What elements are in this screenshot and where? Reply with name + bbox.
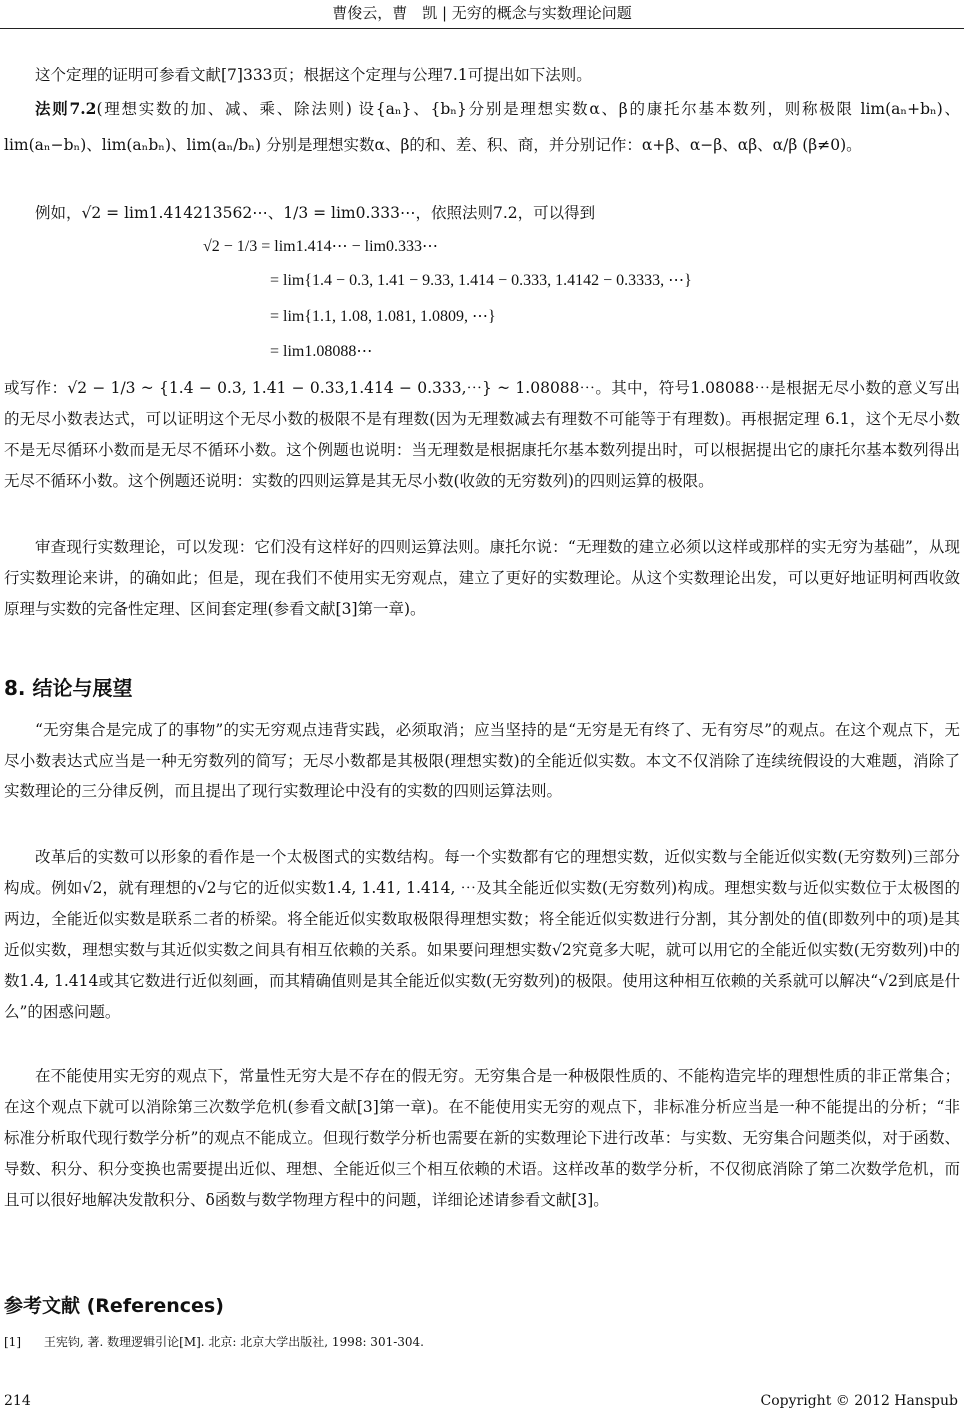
paragraph-4	[4, 373, 960, 497]
paragraph-8-text: 在不能使用实无穷的观点下，常量性无穷大是不存在的假无穷。无穷集合是一种极限性质的、不能构造完毕的理想性质的非正常集合；在这个观点下就可以消除第三次数学危机(参看文献[3]第一章)。在不能使用实无穷的观点下，非标准分析应当是一种不能提出的分析；“非标准分析取代现行数学分析”的观点不能成立。但现行数学分析也需要在新的实数理论下进行改革：与实数、无穷集合问题类似，对于函数、导数、积分、积分变换也需要提出近似、理想、全能近似三个相互依赖的术语。这样改革的数学分析，不仅彻底消除了第二次数学危机，而且可以很好地解决发散积分、δ函数与数学物理方程中的问题，详细论述请参看文献[3]。	[4, 1067, 960, 1209]
equation-line-2: = lim{1.4 − 0.3, 1.41 − 9.33, 1.414 − 0.333, 1.4142 − 0.3333, ⋯}	[270, 272, 692, 289]
copyright: Copyright © 2012 Hanspub	[760, 1393, 958, 1409]
paragraph-1	[4, 60, 960, 90]
paragraph-7-text: 改革后的实数可以形象的看作是一个太极图式的实数结构。每一个实数都有它的理想实数，近似实数与全能近似实数(无穷数列)三部分构成。例如√2，就有理想的√2与它的近似实数1.4, 1.41, 1.414, ⋯及其全能近似实数(无穷数列)构成。理想实数与近似实数位于太极图的两边，全能近似实数是联系二者的桥梁。将全能近似实数取极限得理想实数；将全能近似实数进行分割，其分割处的值(即数列中的项)是其近似实数，理想实数与其近似实数之间具有相互依赖的关系。如果要问理想实数√2究竟多大呢，就可以用它的全能近似实数(无穷数列)中的数1.4, 1.414或其它数进行近似刻画，而其精确值则是其全能近似实数(无穷数列)的极限。使用这种相互依赖的关系就可以解决“√2到底是什么”的困惑问题。	[4, 848, 960, 1021]
example-paragraph	[4, 198, 960, 228]
rule-text: (理想实数的加、减、乘、除法则) 设{aₙ}、{bₙ}分别是理想实数α、β的康托尔基本数列，则称极限 lim(aₙ+bₙ)、lim(aₙ−bₙ)、lim(aₙbₙ)、lim(aₙ/bₙ) 分别是理想实数α、β的和、差、积、商，并分别记作：α+β、α−β、αβ、α/β (β≠0)。	[4, 100, 961, 154]
section-8-heading: 8. 结论与展望	[4, 676, 133, 700]
paragraph-4-text: 或写作：√2 − 1/3 ~ {1.4 − 0.3, 1.41 − 0.33,1.414 − 0.333,⋯} ~ 1.08088⋯。其中，符号1.08088⋯是根据无尽小数的意义写出的无尽小数表达式，可以证明这个无尽小数的极限不是有理数(因为无理数减去有理数不可能等于有理数)。再根据定理 6.1，这个无尽小数不是无尽循环小数而是无尽不循环小数。这个例题也说明：当无理数是根据康托尔基本数列提出时，可以根据提出它的康托尔基本数列得出无尽不循环小数。这个例题还说明：实数的四则运算是其无尽小数(收敛的无穷数列)的四则运算的极限。	[4, 379, 960, 490]
references-heading: 参考文献 (References)	[4, 1295, 224, 1317]
rule-7-2	[4, 91, 960, 163]
paragraph-5-text: 审查现行实数理论，可以发现：它们没有这样好的四则运算法则。康托尔说：“无理数的建立必须以这样或那样的实无穷为基础”，从现行实数理论来讲，的确如此；但是，现在我们不使用实无穷观点，建立了更好的实数理论。从这个实数理论出发，可以更好地证明柯西收敛原理与实数的完备性定理、区间套定理(参看文献[3]第一章)。	[4, 538, 960, 618]
example-text: 例如，√2 = lim1.414213562⋯、1/3 = lim0.333⋯，依照法则7.2，可以得到	[35, 204, 596, 222]
equation-line-4: = lim1.08088⋯	[270, 343, 373, 360]
paragraph-5	[4, 532, 960, 625]
paragraph-1-text: 这个定理的证明可参看文献[7]333页；根据这个定理与公理7.1可提出如下法则。	[35, 66, 592, 84]
equation-line-3: = lim{1.1, 1.08, 1.081, 1.0809, ⋯}	[270, 308, 496, 325]
paragraph-6-text: “无穷集合是完成了的事物”的实无穷观点违背实践，必须取消；应当坚持的是“无穷是无有终了、无有穷尽”的观点。在这个观点下，无尽小数表达式应当是一种无穷数列的简写；无尽小数都是其极限(理想实数)的全能近似实数。本文不仅消除了连续统假设的大难题，消除了实数理论的三分律反例，而且提出了现行实数理论中没有的实数的四则运算法则。	[4, 721, 960, 800]
running-header	[0, 0, 964, 29]
reference-1: [1] 王宪钧, 著. 数理逻辑引论[M]. 北京: 北京大学出版社, 1998: 301-304.	[4, 1335, 424, 1349]
equation-line-1: √2 − 1/3 = lim1.414⋯ − lim0.333⋯	[203, 238, 438, 255]
rule-label: 法则7.2	[35, 99, 97, 118]
paragraph-7	[4, 842, 960, 1028]
paragraph-6	[4, 715, 960, 807]
paragraph-8	[4, 1061, 960, 1216]
running-header-title: 曹俊云，曹 凯 | 无穷的概念与实数理论问题	[332, 4, 632, 22]
page-number: 214	[4, 1393, 31, 1409]
